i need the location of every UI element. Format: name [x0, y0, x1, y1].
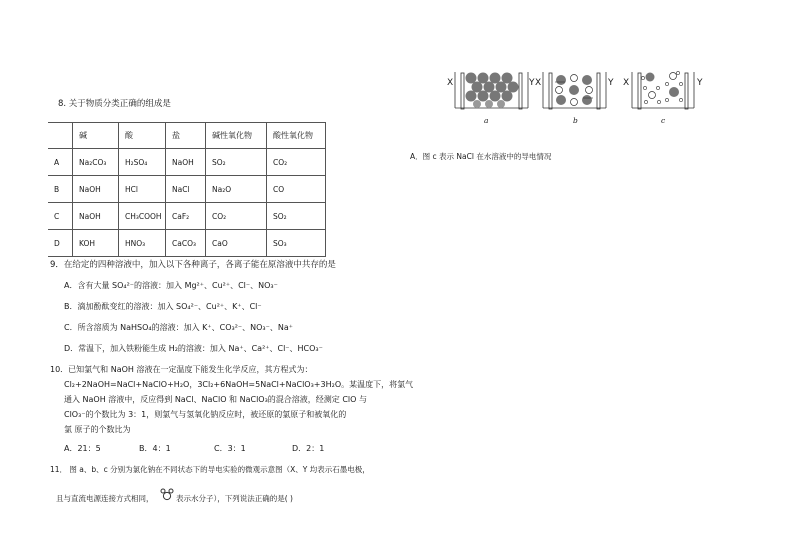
table-cell: HNO₃ [119, 230, 166, 257]
q10-line: 10．已知氯气和 NaOH 溶液在一定温度下能发生化学反应，其方程式为： [50, 365, 313, 374]
electrode-y-label-b: Y [608, 78, 614, 88]
electrode-x-label-b: X [535, 78, 542, 88]
panel-b [543, 72, 606, 109]
table-cell: H₂SO₄ [119, 149, 166, 176]
table-cell: CaF₂ [166, 203, 206, 230]
electrode-y-label-c: Y [697, 78, 703, 88]
table-cell: NaOH [73, 203, 119, 230]
table-cell: C [48, 203, 73, 230]
q10-option-b: B．4：1 [139, 444, 171, 453]
q10-line: 通入 NaOH 溶液中，反应得到 NaCl、NaClO 和 NaClO₃的混合溶液，经测定 ClO 与 [64, 395, 367, 404]
table-row [48, 230, 326, 257]
table-cell: CO₂ [267, 149, 326, 176]
table-header-cell: 碱性氧化物 [206, 123, 267, 149]
q10-option-c: C．3：1 [214, 444, 246, 453]
table-row [48, 203, 326, 230]
q11-line2b: 表示水分子），下列说法正确的是( ) [176, 494, 293, 503]
q9-option-b: B．滴加酚酞变红的溶液：加入 SO₄²⁻、Cu²⁺、K⁺、Cl⁻ [64, 302, 262, 311]
table-cell: Na₂CO₃ [73, 149, 119, 176]
table-cell: CH₃COOH [119, 203, 166, 230]
water-molecule-icon [160, 487, 174, 501]
table-cell: CO₂ [206, 203, 267, 230]
table-cell: Na₂O [206, 176, 267, 203]
table-cell: A [48, 149, 73, 176]
q11-line1: 11． 图 a、b、c 分别为氯化钠在不同状态下的导电实验的微观示意图（X、Y 均表示石墨电极， [50, 465, 370, 474]
q8-title: 8. 关于物质分类正确的组成是 [58, 99, 171, 109]
table-cell: NaCl [166, 176, 206, 203]
panel-a [455, 72, 528, 109]
panel-c [632, 71, 694, 109]
table-cell: SO₂ [267, 203, 326, 230]
q10-option-a: A．21：5 [64, 444, 101, 453]
table-cell: SO₃ [267, 230, 326, 257]
q11-line2a: 且与直流电源连接方式相同， [56, 494, 154, 503]
table-cell: CO [267, 176, 326, 203]
q10-option-d: D．2：1 [292, 444, 325, 453]
table-cell: SO₂ [206, 149, 267, 176]
table-header-cell: 酸 [119, 123, 166, 149]
q11-option-a: A．图 c 表示 NaCl 在水溶液中的导电情况 [410, 152, 552, 161]
q9-option-c: C．所含溶质为 NaHSO₄的溶液：加入 K⁺、CO₃²⁻、NO₃⁻、Na⁺ [64, 323, 293, 332]
table-cell: CaCO₃ [166, 230, 206, 257]
q10-line: Cl₂+2NaOH=NaCl+NaClO+H₂O，3Cl₂+6NaOH=5NaCl+NaClO₃+3H₂O。某温度下，将氯气 [64, 380, 414, 389]
q9-option-a: A．含有大量 SO₄²⁻的溶液：加入 Mg²⁺、Cu²⁺、Cl⁻、NO₃⁻ [64, 281, 278, 290]
electrode-x-label-a: X [447, 78, 454, 88]
q9-title: 9．在给定的四种溶液中，加入以下各种离子，各离子能在原溶液中共存的是 [50, 260, 336, 270]
electrode-x-label-c: X [623, 78, 630, 88]
figure-label-c: c [661, 116, 666, 125]
electrode-y-label-a: Y [529, 78, 535, 88]
table-header-cell [48, 123, 73, 149]
table-cell: NaOH [166, 149, 206, 176]
table-cell: B [48, 176, 73, 203]
figure-label-a: a [484, 116, 489, 125]
table-header-cell: 盐 [166, 123, 206, 149]
classification-table [48, 122, 326, 257]
q9-option-d: D．常温下，加入铁粉能生成 H₂的溶液：加入 Na⁺、Ca²⁺、Cl⁻、HCO₃⁻ [64, 344, 323, 353]
table-row [48, 149, 326, 176]
table-cell: D [48, 230, 73, 257]
q10-line: ClO₃⁻的个数比为 3：1，则氯气与氢氧化钠反应时，被还原的氯原子和被氧化的 [64, 410, 347, 419]
table-header-cell: 碱 [73, 123, 119, 149]
table-cell: HCl [119, 176, 166, 203]
table-cell: NaOH [73, 176, 119, 203]
table-cell: KOH [73, 230, 119, 257]
table-row [48, 176, 326, 203]
table-header-cell: 酸性氧化物 [267, 123, 326, 149]
figure-label-b: b [573, 116, 578, 125]
q10-line: 氯 原子的个数比为 [64, 425, 131, 434]
table-cell: CaO [206, 230, 267, 257]
table-header-row [48, 123, 326, 149]
